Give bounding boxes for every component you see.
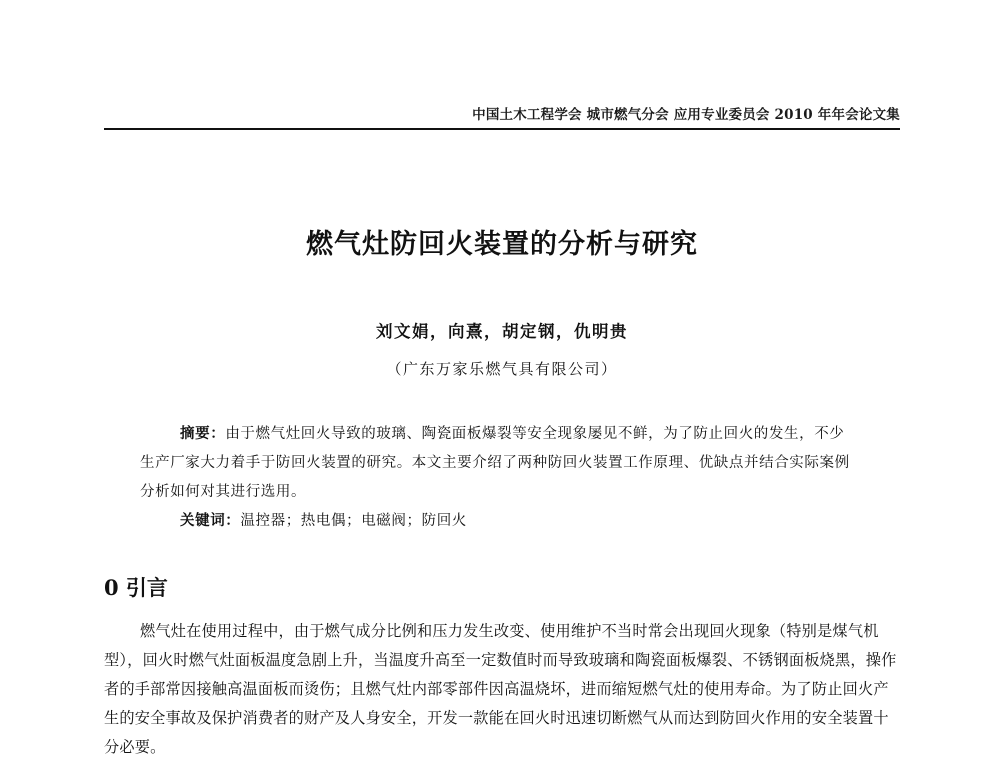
running-head: 中国土木工程学会 城市燃气分会 应用专业委员会 2010 年年会论文集 bbox=[472, 107, 900, 123]
section-heading: 0 引言 bbox=[104, 575, 168, 600]
paper-authors: 刘文娟，向熹，胡定钢，仇明贵 bbox=[376, 322, 628, 341]
keywords-text: 温控器；热电偶；电磁阀；防回火 bbox=[240, 513, 467, 529]
paper-title: 燃气灶防回火装置的分析与研究 bbox=[306, 229, 698, 260]
abstract-text: 由于燃气灶回火导致的玻璃、陶瓷面板爆裂等安全现象屡见不鲜，为了防止回火的发生，不少生产厂家大力着手于防回火装置的研究。本文主要介绍了两种防回火装置工作原理、优缺点并结合实际案例分析如何对其进行选用。 bbox=[140, 426, 850, 500]
body-paragraph: 燃气灶在使用过程中，由于燃气成分比例和压力发生改变、使用维护不当时常会出现回火现象（特别是煤气机型），回火时燃气灶面板温度急剧上升，当温度升高至一定数值时而导致玻璃和陶瓷面板爆裂、不锈钢面板烧黑，操作者的手部常因接触高温面板而烫伤；且燃气灶内部零部件因高温烧坏，进而缩短燃气灶的使用寿命。为了防止回火产生的安全事故及保护消费者的财产及人身安全，开发一款能在回火时迅速切断燃气从而达到防回火作用的安全装置十分必要。 bbox=[104, 622, 897, 756]
keywords-label: 关键词： bbox=[180, 512, 241, 529]
header-rule bbox=[104, 128, 900, 130]
paper-affiliation: （广东万家乐燃气具有限公司） bbox=[386, 360, 618, 378]
abstract bbox=[140, 419, 855, 507]
abstract-label: 摘要： bbox=[180, 425, 226, 442]
keywords bbox=[180, 506, 860, 536]
